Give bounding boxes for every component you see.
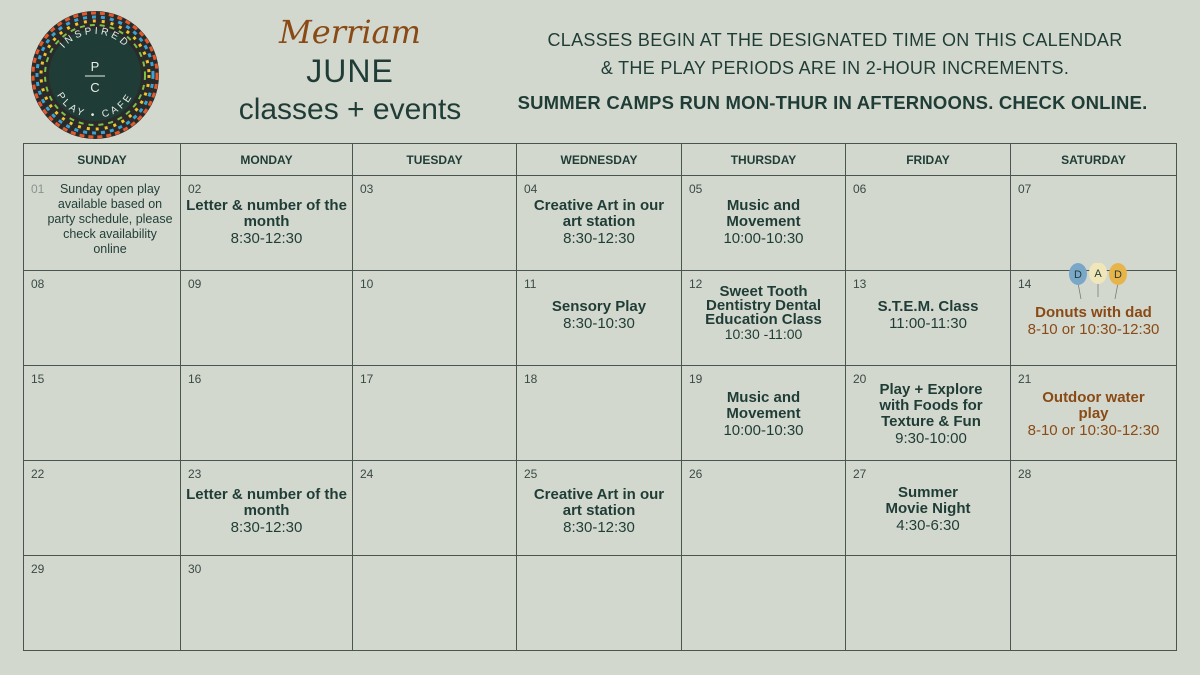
day-cell-29	[24, 556, 181, 651]
event-time: 8:30-12:30	[563, 519, 635, 536]
day-cell-12	[682, 271, 846, 366]
day-number: 16	[188, 372, 202, 386]
day-number: 11	[524, 277, 537, 291]
event	[517, 487, 681, 536]
notice-line-2: & THE PLAY PERIODS ARE IN 2-HOUR INCREMENTS.	[600, 58, 1070, 78]
day-cell-06	[846, 176, 1011, 271]
event-title: Creative Art in our art station	[533, 197, 665, 230]
event-title: Music and Movement	[726, 197, 801, 230]
day-cell-03	[353, 176, 517, 271]
day-cell-14	[1011, 268, 1177, 366]
event-time: 8:30-12:30	[563, 230, 635, 247]
balloon-icon	[1067, 263, 1133, 299]
balloon-letter: D	[1074, 269, 1082, 281]
event-title: Sweet Tooth Dentistry Dental Education Class	[705, 283, 822, 328]
day-number: 07	[1018, 182, 1032, 196]
event-time: 9:30-10:00	[895, 430, 967, 447]
empty-cell	[353, 556, 517, 651]
event-note: Sunday open play available based on party schedule, please check availability online	[47, 182, 173, 256]
day-cell-11	[517, 271, 682, 366]
weekday-saturday: SATURDAY	[1011, 144, 1177, 176]
day-number: 02	[188, 182, 202, 196]
day-number: 25	[524, 467, 538, 481]
week-row	[24, 556, 1177, 651]
logo-text-top: INSPIRED	[57, 25, 132, 51]
event-title: Donuts with dad	[1035, 304, 1152, 321]
day-cell-22	[24, 461, 181, 556]
day-cell-02	[181, 176, 353, 271]
empty-cell	[1011, 556, 1177, 651]
empty-cell	[517, 556, 682, 651]
day-cell-01	[24, 176, 181, 271]
weekday-friday: FRIDAY	[846, 144, 1011, 176]
day-number: 01	[31, 182, 45, 196]
day-number: 04	[524, 182, 538, 196]
event-time: 11:00-11:30	[889, 315, 967, 332]
day-cell-23	[181, 461, 353, 556]
subtitle: classes + events	[238, 93, 462, 126]
event-title: Letter & number of the month	[186, 197, 347, 230]
day-number: 05	[689, 182, 703, 196]
event-title: Play + Explore with Foods for Texture & Fun	[879, 381, 983, 430]
empty-cell	[846, 556, 1011, 651]
day-cell-04	[517, 176, 682, 271]
event-time: 10:30 -11:00	[724, 326, 803, 342]
day-number: 10	[360, 277, 374, 291]
event	[846, 382, 1010, 447]
week-row	[24, 176, 1177, 271]
day-number: 17	[360, 372, 374, 386]
day-number: 24	[360, 467, 374, 481]
day-cell-21	[1011, 366, 1177, 461]
event-time: 8-10 or 10:30-12:30	[1027, 422, 1160, 439]
event-time: 8-10 or 10:30-12:30	[1027, 321, 1160, 338]
day-number: 03	[360, 182, 374, 196]
event-title: Music and Movement	[726, 389, 801, 422]
day-number: 06	[853, 182, 867, 196]
day-cell-25	[517, 461, 682, 556]
month-title: JUNE	[306, 53, 394, 89]
event	[181, 487, 352, 536]
summer-camp-notice: SUMMER CAMPS RUN MON-THUR IN AFTERNOONS. CHECK ONLINE.	[517, 92, 1148, 113]
week-row	[24, 461, 1177, 556]
balloon-letter: A	[1094, 268, 1102, 280]
event	[1011, 390, 1176, 439]
event-time: 10:00-10:30	[723, 230, 804, 247]
weekday-sunday: SUNDAY	[24, 144, 181, 176]
notice-line-1: CLASSES BEGIN AT THE DESIGNATED TIME ON THIS CALENDAR	[547, 30, 1123, 50]
event-time: 8:30-10:30	[563, 315, 635, 332]
logo-badge-icon	[30, 10, 160, 140]
day-number: 26	[689, 467, 703, 481]
title-block	[220, 12, 480, 130]
day-number: 29	[31, 562, 45, 576]
event-title: S.T.E.M. Class	[877, 298, 979, 315]
event-title: Creative Art in our art station	[533, 486, 665, 519]
balloon-letter: D	[1114, 269, 1122, 281]
event	[846, 299, 1010, 332]
day-cell-13	[846, 271, 1011, 366]
event	[24, 182, 180, 257]
day-cell-07	[1011, 176, 1177, 271]
day-number: 27	[853, 467, 867, 481]
day-cell-10	[353, 271, 517, 366]
day-cell-09	[181, 271, 353, 366]
day-cell-24	[353, 461, 517, 556]
event	[517, 198, 681, 247]
day-cell-30	[181, 556, 353, 651]
event-title: Sensory Play	[551, 298, 647, 315]
day-cell-18	[517, 366, 682, 461]
day-cell-26	[682, 461, 846, 556]
logo-monogram-top: P	[90, 59, 100, 74]
event-time: 4:30-6:30	[896, 517, 960, 534]
weekday-tuesday: TUESDAY	[353, 144, 517, 176]
calendar-grid	[23, 143, 1177, 651]
event-time: 8:30-12:30	[230, 230, 303, 247]
notice	[505, 26, 1165, 82]
weekday-monday: MONDAY	[181, 144, 353, 176]
event	[682, 198, 845, 247]
event-time: 8:30-12:30	[230, 519, 303, 536]
day-cell-19	[682, 366, 846, 461]
day-cell-05	[682, 176, 846, 271]
day-number: 20	[853, 372, 867, 386]
day-number: 18	[524, 372, 538, 386]
day-number: 21	[1018, 372, 1032, 386]
day-cell-28	[1011, 461, 1177, 556]
location-title: Merriam	[279, 13, 421, 51]
event	[682, 390, 845, 439]
day-number: 22	[31, 467, 45, 481]
empty-cell	[682, 556, 846, 651]
weekday-thursday: THURSDAY	[682, 144, 846, 176]
day-cell-15	[24, 366, 181, 461]
event	[682, 285, 845, 341]
day-number: 15	[31, 372, 45, 386]
day-cell-20	[846, 366, 1011, 461]
weekday-header-row	[24, 144, 1177, 176]
event-title: Outdoor water play	[1042, 389, 1145, 422]
day-number: 13	[853, 277, 867, 291]
day-number: 09	[188, 277, 202, 291]
day-cell-08	[24, 271, 181, 366]
event-time: 10:00-10:30	[723, 422, 804, 439]
event-title: Letter & number of the month	[186, 486, 347, 519]
event	[517, 299, 681, 332]
day-cell-17	[353, 366, 517, 461]
weekday-wednesday: WEDNESDAY	[517, 144, 682, 176]
logo-monogram-bottom: C	[90, 80, 100, 95]
event	[1011, 305, 1176, 338]
day-number: 23	[188, 467, 202, 481]
day-number: 08	[31, 277, 45, 291]
day-cell-27	[846, 461, 1011, 556]
logo-text-bottom: PLAY • CAFE	[54, 90, 136, 122]
week-row	[24, 366, 1177, 461]
day-number: 12	[689, 277, 703, 291]
day-number: 14	[1018, 277, 1032, 291]
day-number: 30	[188, 562, 202, 576]
day-number: 19	[689, 372, 703, 386]
event	[846, 485, 1010, 534]
week-row	[24, 271, 1177, 366]
day-cell-16	[181, 366, 353, 461]
event-title: Summer Movie Night	[885, 484, 971, 517]
day-number: 28	[1018, 467, 1032, 481]
event	[181, 198, 352, 247]
